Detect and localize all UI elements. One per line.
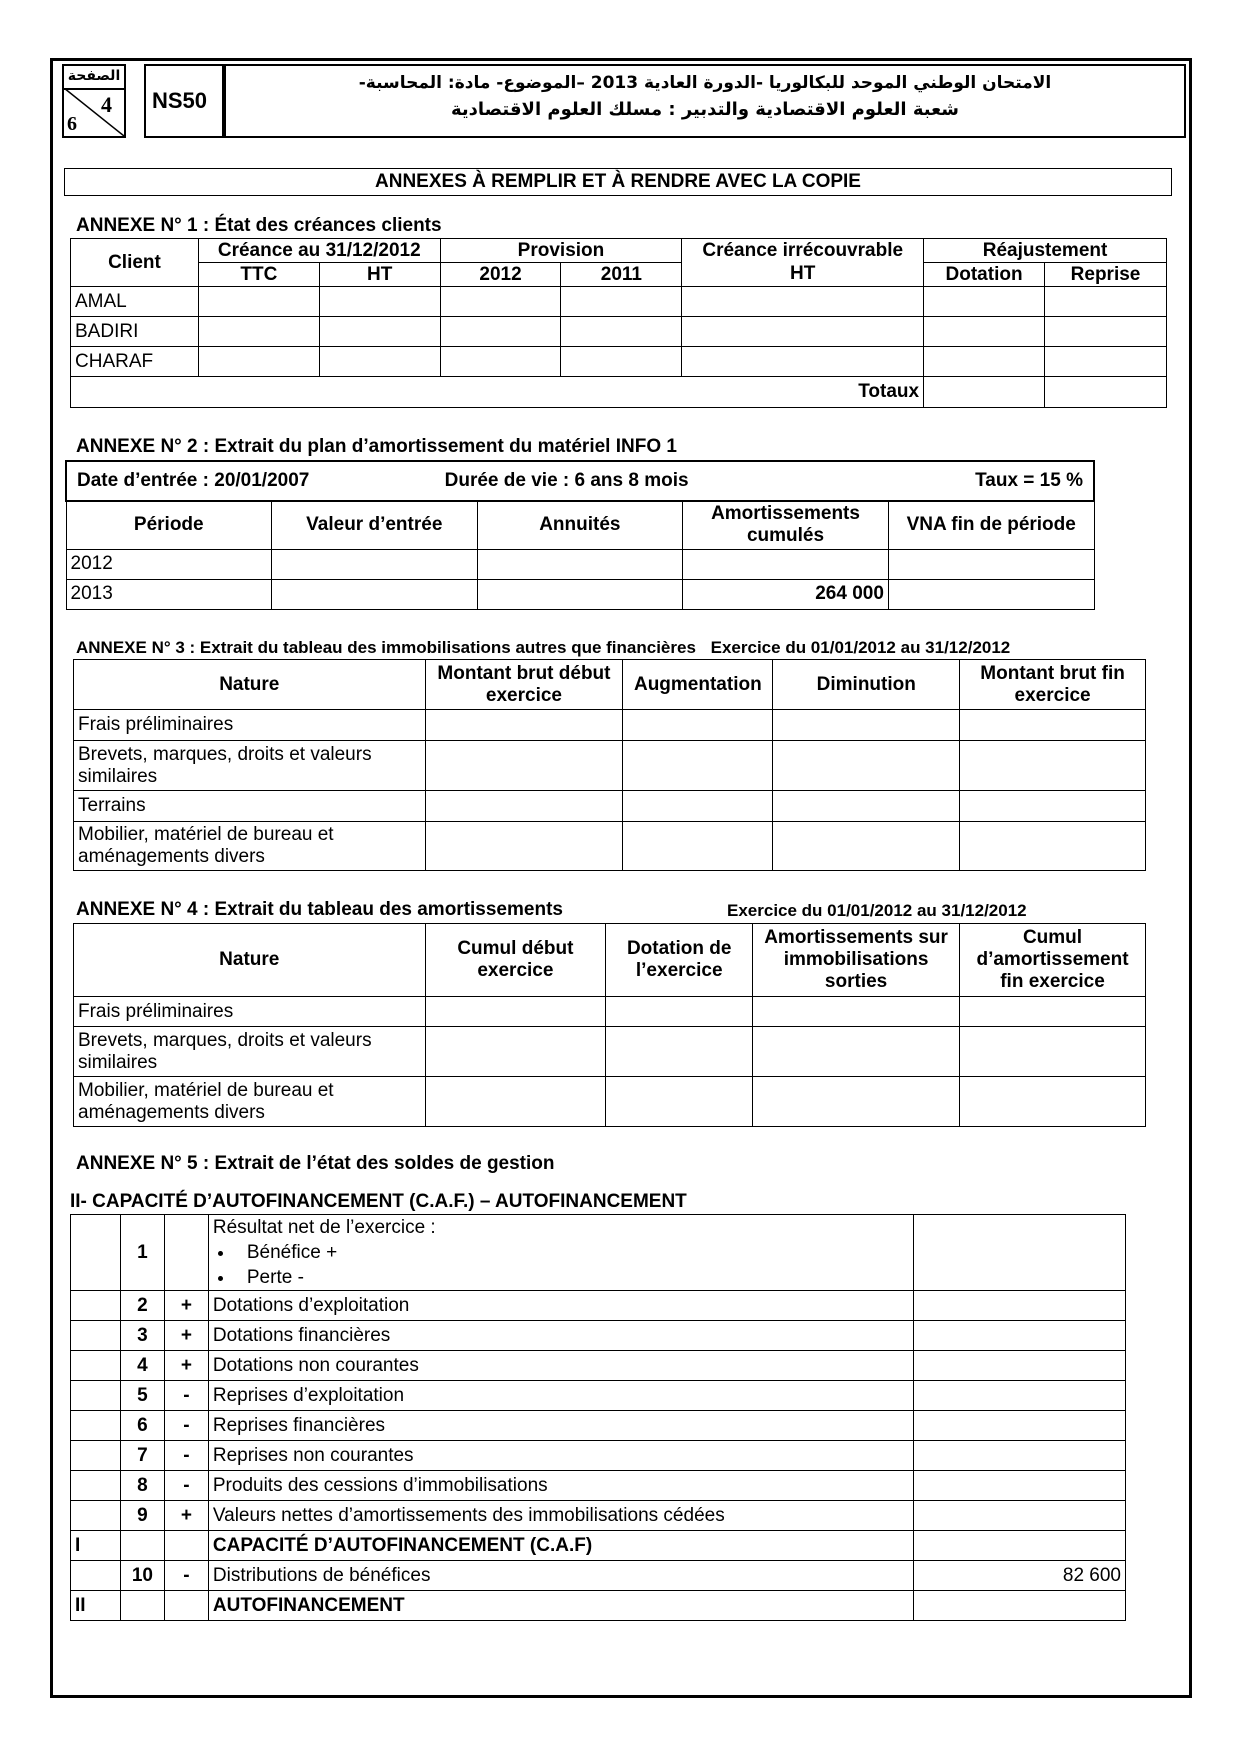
input-cell[interactable]	[753, 997, 960, 1027]
row-number: 5	[120, 1381, 164, 1411]
nature: Brevets, marques, droits et valeurs similaires	[74, 1027, 426, 1077]
table-row	[71, 1291, 1126, 1321]
input-cell[interactable]	[198, 317, 319, 347]
row-number: 2	[120, 1291, 164, 1321]
caf-label: CAPACITÉ D’AUTOFINANCEMENT (C.A.F)	[208, 1531, 913, 1561]
row-sign: +	[164, 1321, 208, 1351]
table-row	[71, 1351, 1126, 1381]
input-cell[interactable]	[561, 347, 682, 377]
col-valeur-entree: Valeur d’entrée	[272, 501, 478, 549]
exam-title-line2: شعبة العلوم الاقتصادية والتدبير : مسلك العلوم الاقتصادية	[451, 99, 959, 120]
annexes-banner: ANNEXES À REMPLIR ET À RENDRE AVEC LA COPIE	[64, 168, 1172, 196]
row-number: 10	[120, 1561, 164, 1591]
table-row	[71, 1441, 1126, 1471]
input-cell[interactable]	[914, 1591, 1126, 1621]
col-sorties: Amortissements sur immobilisations sorties	[753, 924, 960, 997]
row-label: Reprises financières	[208, 1411, 913, 1441]
col-brut-debut: Montant brut début exercice	[425, 660, 623, 710]
client-name: BADIRI	[71, 317, 199, 347]
input-cell[interactable]	[606, 997, 753, 1027]
input-cell[interactable]	[924, 377, 1045, 408]
input-cell[interactable]	[960, 822, 1146, 871]
totals-row	[71, 377, 1167, 408]
page-number: 4	[101, 92, 112, 117]
row-label: Produits des cessions d’immobilisations	[208, 1471, 913, 1501]
input-cell[interactable]	[960, 1077, 1146, 1127]
input-cell[interactable]	[623, 791, 773, 822]
input-cell[interactable]	[561, 317, 682, 347]
input-cell[interactable]	[914, 1215, 1126, 1291]
date-entree: Date d’entrée : 20/01/2007	[77, 470, 310, 491]
input-cell[interactable]	[440, 347, 561, 377]
input-cell[interactable]	[425, 710, 623, 741]
input-cell[interactable]	[682, 347, 924, 377]
input-cell[interactable]	[272, 579, 478, 609]
col-irr-ht: HT	[682, 263, 924, 287]
row-number: 6	[120, 1411, 164, 1441]
input-cell[interactable]	[425, 791, 623, 822]
annex3-table	[73, 659, 1146, 871]
input-cell[interactable]	[425, 741, 623, 791]
totals-label: Totaux	[71, 377, 924, 408]
col-ttc: TTC	[198, 263, 319, 287]
row-number: 3	[120, 1321, 164, 1351]
table-row	[74, 791, 1146, 822]
input-cell[interactable]	[606, 1027, 753, 1077]
input-cell[interactable]	[960, 791, 1146, 822]
table-row	[74, 997, 1146, 1027]
col-client: Client	[71, 239, 199, 287]
annex5-title: ANNEXE N° 5 : Extrait de l’état des soldes de gestion	[76, 1153, 555, 1174]
col-irrecouvrable: Créance irrécouvrable	[682, 239, 924, 263]
input-cell[interactable]	[1045, 377, 1167, 408]
input-cell[interactable]	[425, 1077, 606, 1127]
input-cell[interactable]	[914, 1411, 1126, 1441]
autofinancement-label: AUTOFINANCEMENT	[208, 1591, 913, 1621]
input-cell[interactable]	[914, 1291, 1126, 1321]
annex1-table	[70, 238, 1167, 408]
input-cell[interactable]	[623, 822, 773, 871]
nature: Mobilier, matériel de bureau et aménagements divers	[74, 822, 426, 871]
benefice-bullet: • Bénéfice +	[235, 1240, 909, 1265]
table-row	[74, 1077, 1146, 1127]
annex4-exercice: Exercice du 01/01/2012 au 31/12/2012	[727, 901, 1027, 920]
client-name: AMAL	[71, 287, 199, 317]
table-row	[71, 1215, 1126, 1291]
distributions-value: 82 600	[914, 1561, 1126, 1591]
taux: Taux = 15 %	[975, 470, 1083, 491]
row-sign: -	[164, 1411, 208, 1441]
input-cell[interactable]	[888, 549, 1094, 579]
table-row	[71, 1381, 1126, 1411]
row-label: Dotations non courantes	[208, 1351, 913, 1381]
client-name: CHARAF	[71, 347, 199, 377]
col-provision: Provision	[440, 239, 682, 263]
table-row	[71, 347, 1167, 377]
col-2012: 2012	[440, 263, 561, 287]
exam-title	[226, 64, 1186, 138]
table-row	[71, 1471, 1126, 1501]
col-nature: Nature	[74, 924, 426, 997]
input-cell[interactable]	[960, 1027, 1146, 1077]
input-cell[interactable]	[682, 317, 924, 347]
resultat-label: Résultat net de l’exercice :	[212, 1217, 436, 1238]
input-cell[interactable]	[425, 1027, 606, 1077]
col-brut-fin: Montant brut fin exercice	[960, 660, 1146, 710]
col-dotation: Dotation	[924, 263, 1045, 287]
col-2011: 2011	[561, 263, 682, 287]
col-diminution: Diminution	[773, 660, 960, 710]
col-annuites: Annuités	[477, 501, 683, 549]
input-cell[interactable]	[773, 741, 960, 791]
input-cell[interactable]	[198, 347, 319, 377]
input-cell[interactable]	[773, 822, 960, 871]
input-cell[interactable]	[623, 741, 773, 791]
input-cell[interactable]	[683, 549, 889, 579]
annex4-title: ANNEXE N° 4 : Extrait du tableau des amortissements	[76, 899, 563, 920]
input-cell[interactable]	[960, 997, 1146, 1027]
table-row	[71, 317, 1167, 347]
row-number: 8	[120, 1471, 164, 1501]
col-ht: HT	[319, 263, 440, 287]
row-number: 7	[120, 1441, 164, 1471]
table-row	[71, 1411, 1126, 1441]
input-cell[interactable]	[773, 710, 960, 741]
nature: Terrains	[74, 791, 426, 822]
input-cell[interactable]	[1045, 317, 1167, 347]
row-number: 1	[120, 1215, 164, 1291]
input-cell[interactable]	[914, 1441, 1126, 1471]
table-row	[71, 1321, 1126, 1351]
row-number: 9	[120, 1501, 164, 1531]
row-number: 4	[120, 1351, 164, 1381]
input-cell[interactable]	[198, 287, 319, 317]
exam-code: NS50	[144, 64, 226, 138]
annex2-table	[65, 460, 1095, 610]
nature: Frais préliminaires	[74, 997, 426, 1027]
input-cell[interactable]	[914, 1381, 1126, 1411]
col-cumul-fin: Cumul d’amortissement fin exercice	[960, 924, 1146, 997]
perte-bullet: • Perte -	[235, 1265, 909, 1290]
input-cell[interactable]	[440, 317, 561, 347]
page-total: 6	[67, 113, 77, 135]
roman-numeral: I	[71, 1531, 121, 1561]
annex3-exercice: Exercice du 01/01/2012 au 31/12/2012	[710, 638, 1011, 657]
autofinancement-row	[71, 1591, 1126, 1621]
col-periode: Période	[66, 501, 272, 549]
input-cell[interactable]	[623, 710, 773, 741]
table-row	[71, 287, 1167, 317]
annex3-title-text: ANNEXE N° 3 : Extrait du tableau des immobilisations autres que financières	[76, 638, 696, 657]
col-amort-cumules: Amortissements cumulés	[683, 501, 889, 549]
row-sign: -	[164, 1381, 208, 1411]
table-row	[71, 1501, 1126, 1531]
row-label: Valeurs nettes d’amortissements des immobilisations cédées	[208, 1501, 913, 1531]
input-cell[interactable]	[753, 1027, 960, 1077]
input-cell[interactable]	[477, 579, 683, 609]
input-cell[interactable]	[914, 1531, 1126, 1561]
roman-numeral: II	[71, 1591, 121, 1621]
input-cell[interactable]	[914, 1321, 1126, 1351]
input-cell[interactable]	[960, 741, 1146, 791]
table-row	[66, 579, 1094, 609]
row-sign: +	[164, 1501, 208, 1531]
table-row	[74, 710, 1146, 741]
col-nature: Nature	[74, 660, 426, 710]
table-row	[74, 1027, 1146, 1077]
input-cell[interactable]	[319, 287, 440, 317]
periode: 2012	[66, 549, 272, 579]
input-cell[interactable]	[440, 287, 561, 317]
table-row	[74, 741, 1146, 791]
annex4-table	[73, 923, 1146, 1127]
table-row	[66, 549, 1094, 579]
row-sign: -	[164, 1471, 208, 1501]
col-dotation: Dotation de l’exercice	[606, 924, 753, 997]
row-sign: +	[164, 1291, 208, 1321]
row-label: Dotations financières	[208, 1321, 913, 1351]
col-augmentation: Augmentation	[623, 660, 773, 710]
col-vna: VNA fin de période	[888, 501, 1094, 549]
input-cell[interactable]	[914, 1351, 1126, 1381]
input-cell[interactable]	[272, 549, 478, 579]
row-sign: -	[164, 1561, 208, 1591]
caf-row	[71, 1531, 1126, 1561]
input-cell[interactable]	[682, 287, 924, 317]
row-sign: +	[164, 1351, 208, 1381]
input-cell[interactable]	[924, 317, 1045, 347]
annex5-subtitle: II- CAPACITÉ D’AUTOFINANCEMENT (C.A.F.) – AUTOFINANCEMENT	[70, 1191, 687, 1212]
amort-cumules-value: 264 000	[683, 579, 889, 609]
col-cumul-debut: Cumul début exercice	[425, 924, 606, 997]
exam-title-line1: الامتحان الوطني الموحد للبكالوريا -الدورة العادية 2013 –الموضوع- مادة: المحاسبة-	[358, 73, 1052, 93]
input-cell[interactable]	[924, 347, 1045, 377]
row-label: Dotations d’exploitation	[208, 1291, 913, 1321]
input-cell[interactable]	[606, 1077, 753, 1127]
row-label: Reprises non courantes	[208, 1441, 913, 1471]
input-cell[interactable]	[425, 997, 606, 1027]
annex1-title: ANNEXE N° 1 : État des créances clients	[76, 215, 442, 236]
input-cell[interactable]	[477, 549, 683, 579]
col-reprise: Reprise	[1045, 263, 1167, 287]
table-row	[74, 822, 1146, 871]
input-cell[interactable]	[561, 287, 682, 317]
annex3-title	[76, 638, 1010, 658]
nature: Frais préliminaires	[74, 710, 426, 741]
annex2-title: ANNEXE N° 2 : Extrait du plan d’amortissement du matériel INFO 1	[76, 436, 677, 457]
annex5-table	[70, 1214, 1126, 1621]
input-cell[interactable]	[888, 579, 1094, 609]
input-cell[interactable]	[319, 317, 440, 347]
row-label: Distributions de bénéfices	[208, 1561, 913, 1591]
periode: 2013	[66, 579, 272, 609]
row-label: Reprises d’exploitation	[208, 1381, 913, 1411]
input-cell[interactable]	[914, 1471, 1126, 1501]
page-label: الصفحة	[64, 66, 124, 90]
input-cell[interactable]	[960, 710, 1146, 741]
input-cell[interactable]	[914, 1501, 1126, 1531]
col-reajustement: Réajustement	[924, 239, 1167, 263]
row-sign: -	[164, 1441, 208, 1471]
input-cell[interactable]	[1045, 287, 1167, 317]
input-cell[interactable]	[924, 287, 1045, 317]
page-number-box	[62, 64, 126, 138]
col-creance: Créance au 31/12/2012	[198, 239, 440, 263]
input-cell[interactable]	[319, 347, 440, 377]
input-cell[interactable]	[1045, 347, 1167, 377]
nature: Mobilier, matériel de bureau et aménagements divers	[74, 1077, 426, 1127]
input-cell[interactable]	[753, 1077, 960, 1127]
table-row	[71, 1561, 1126, 1591]
input-cell[interactable]	[425, 822, 623, 871]
duree-vie: Durée de vie : 6 ans 8 mois	[444, 470, 689, 491]
input-cell[interactable]	[773, 791, 960, 822]
nature: Brevets, marques, droits et valeurs similaires	[74, 741, 426, 791]
